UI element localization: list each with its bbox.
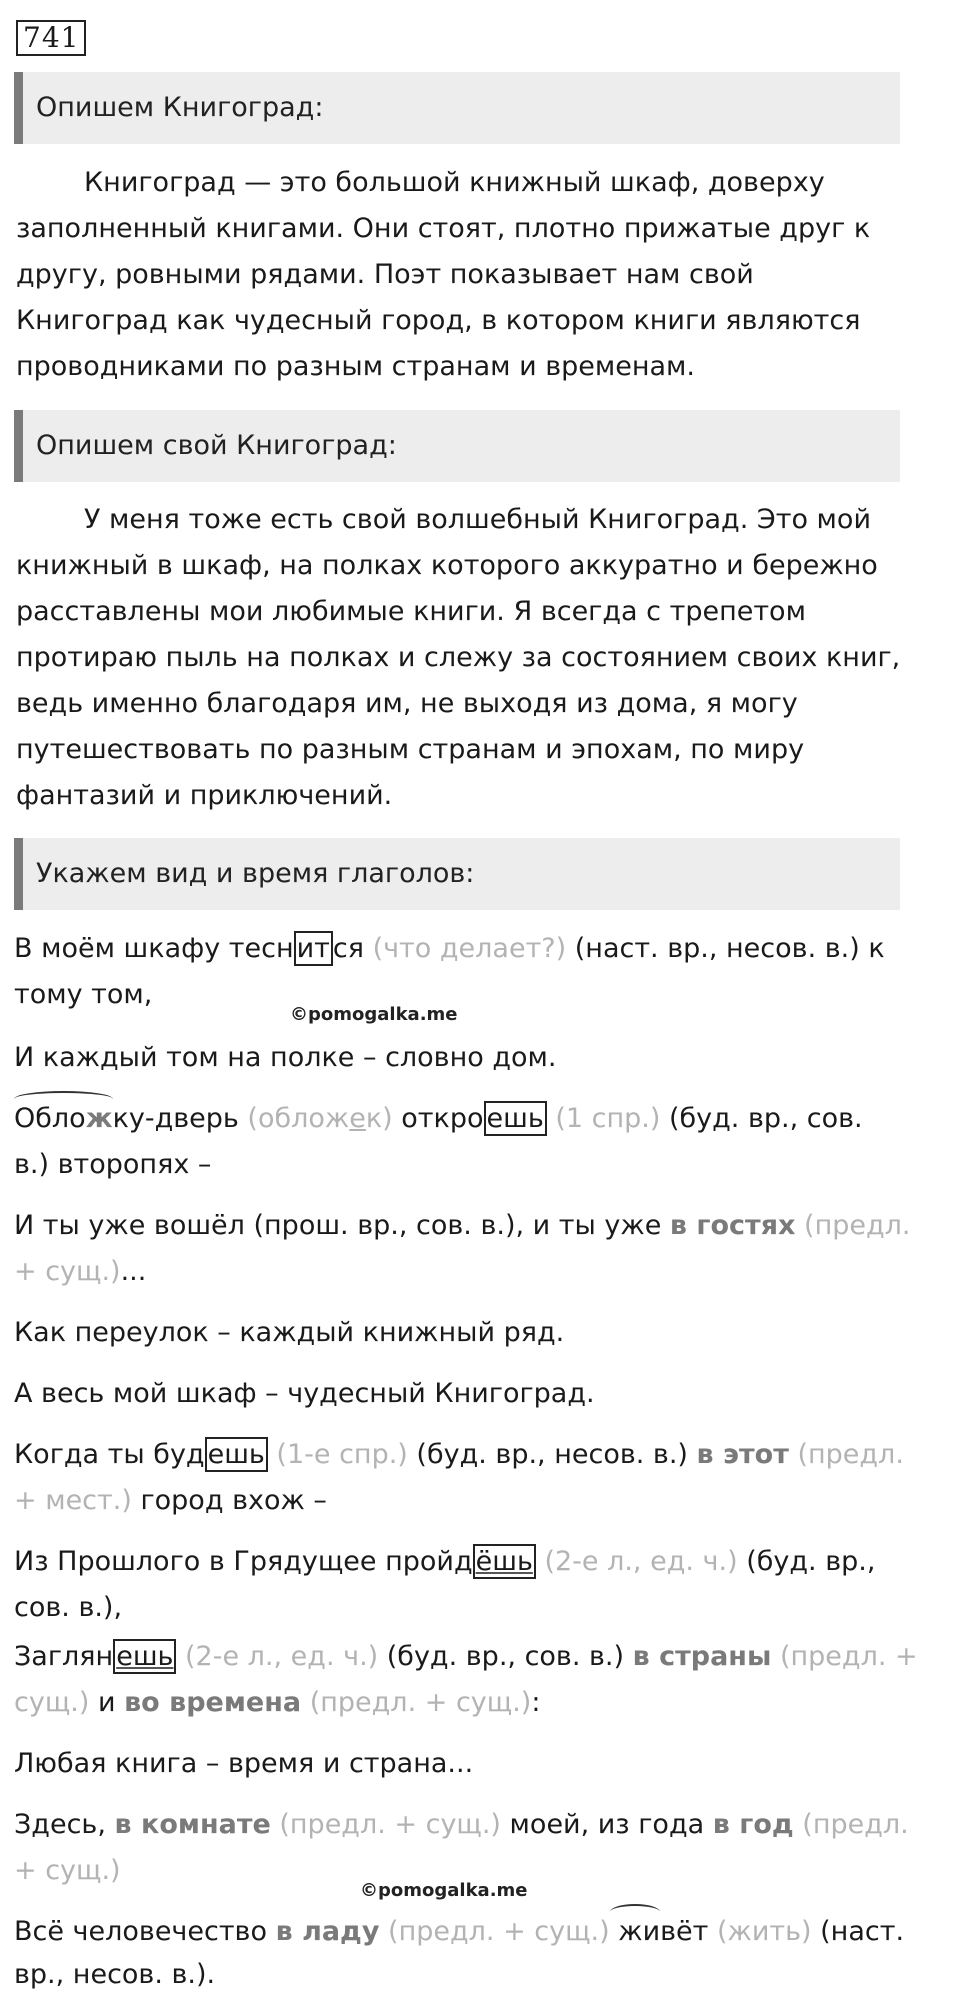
hint: (предл. + сущ.) (270, 1809, 501, 1840)
hint: сущ.) (14, 1687, 90, 1718)
hint: (1 спр.) (546, 1103, 661, 1134)
hint: (предл. (788, 1439, 904, 1470)
text: ся (332, 933, 364, 964)
hint: (предл. (793, 1809, 909, 1840)
hint: (обложек) (238, 1103, 393, 1134)
text: Всё человечество (14, 1916, 276, 1947)
text: Здесь, (14, 1809, 115, 1840)
poem-line (14, 1802, 914, 1848)
hint: (1-е спр.) (267, 1439, 408, 1470)
poem-line (14, 1035, 914, 1081)
poem-line (14, 926, 914, 972)
poem-line (14, 972, 914, 1018)
hint: (что делает?) (363, 933, 567, 964)
preposition: во времена (124, 1687, 302, 1718)
text: В моём шкафу тесн (14, 933, 294, 964)
section-text-1: Книгоград — это большой книжный шкаф, доверху заполненный книгами. Они стоят, плотно прижатые друг к другу, ровными рядами. Поэт показывает нам свой Книгоград как чудесный город, в котором книги являются проводниками по разным странам и временам. (16, 167, 871, 382)
preposition: в год (712, 1809, 794, 1840)
text: И ты уже вошёл (прош. вр., сов. в.), и ты уже (14, 1210, 670, 1241)
preposition: в комнате (114, 1809, 271, 1840)
watermark: ©pomogalka.me (360, 1880, 528, 1901)
text: сов. в.), (14, 1592, 123, 1623)
preposition: в этот (696, 1439, 789, 1470)
text: (наст. вр., несов. в.) к (566, 933, 885, 964)
text: в.) второпях – (14, 1149, 212, 1180)
hint: (предл. + сущ.) (301, 1687, 532, 1718)
preposition: в страны (632, 1641, 772, 1672)
hint: + мест.) (14, 1485, 132, 1516)
hint: (жить) (708, 1916, 812, 1947)
text: Любая книга – время и страна... (14, 1748, 474, 1779)
poem-line (14, 1249, 914, 1295)
text: вёт (660, 1916, 709, 1947)
text: вр., несов. в.). (14, 1959, 216, 1990)
text: Когда ты буд (14, 1439, 205, 1470)
watermark: ©pomogalka.me (290, 1004, 458, 1025)
preposition: в гостях (669, 1210, 796, 1241)
poem-line (14, 1432, 914, 1478)
section-heading-1: Опишем Книгоград: (14, 72, 900, 144)
poem-line (14, 1909, 914, 1955)
ending-box: ёшь (473, 1544, 536, 1579)
root-mark: жи (609, 1916, 661, 1947)
poem-line (14, 1634, 918, 1680)
text: И каждый том на полке – словно дом. (14, 1042, 557, 1073)
ending-box: ешь (205, 1437, 268, 1472)
poem-line (14, 1310, 914, 1356)
text: тому том, (14, 979, 153, 1010)
poem-line (14, 1478, 914, 1524)
text: откро (392, 1103, 484, 1134)
poem-line (14, 1952, 914, 1998)
text: (буд. вр., сов. в.) (378, 1641, 633, 1672)
ending-box: ешь (484, 1101, 547, 1136)
hint: (предл. (795, 1210, 911, 1241)
text: и (89, 1687, 125, 1718)
text: Как переулок – каждый книжный ряд. (14, 1317, 565, 1348)
hint: (2-е л., ед. ч.) (535, 1546, 738, 1577)
text: Облож (14, 1103, 113, 1134)
poem-line (14, 1680, 914, 1726)
text: ку-дверь (112, 1103, 239, 1134)
text: Заглян (14, 1641, 114, 1672)
hint: + сущ.) (14, 1256, 121, 1287)
text: А весь мой шкаф – чудесный Книгоград. (14, 1378, 595, 1409)
poem-line (14, 1096, 914, 1142)
poem-line (14, 1142, 914, 1188)
preposition: в ладу (275, 1916, 380, 1947)
text: (буд. вр., (737, 1546, 876, 1577)
ending-box: ешь (113, 1639, 176, 1674)
hint: (предл. + сущ.) (379, 1916, 610, 1947)
text: город вхож – (131, 1485, 327, 1516)
text: (буд. вр., несов. в.) (407, 1439, 697, 1470)
root-letter: ж (85, 1103, 113, 1134)
poem-line (14, 1585, 914, 1631)
poem-line (14, 1203, 914, 1249)
poem-line (14, 1371, 914, 1417)
suffix-box: ит (294, 931, 333, 966)
section-heading-3: Укажем вид и время глаголов: (14, 838, 900, 910)
text: ... (120, 1256, 147, 1287)
text: Из Прошлого в Грядущее пройд (14, 1546, 473, 1577)
hint: (2-е л., ед. ч.) (176, 1641, 379, 1672)
poem-line (14, 1539, 914, 1585)
hint: + сущ.) (14, 1855, 121, 1886)
section-text-2: У меня тоже есть свой волшебный Книгоград. Это мой книжный в шкаф, на полках которого аккуратно и бережно расставлены мои любимые книги. Я всегда с трепетом протираю пыль на полках и слежу за состоянием своих книг, ведь именно благодаря им, не выходя из дома, я могу путешествовать по разным странам и эпохам, по миру фантазий и приключений. (16, 504, 901, 811)
section-heading-2: Опишем свой Книгоград: (14, 410, 900, 482)
text: (наст. (811, 1916, 905, 1947)
exercise-number: 741 (16, 20, 86, 56)
text: (буд. вр., сов. (660, 1103, 863, 1134)
poem-line (14, 1741, 914, 1787)
hint: (предл. + (771, 1641, 918, 1672)
text: моей, из года (500, 1809, 713, 1840)
text: : (531, 1687, 541, 1718)
